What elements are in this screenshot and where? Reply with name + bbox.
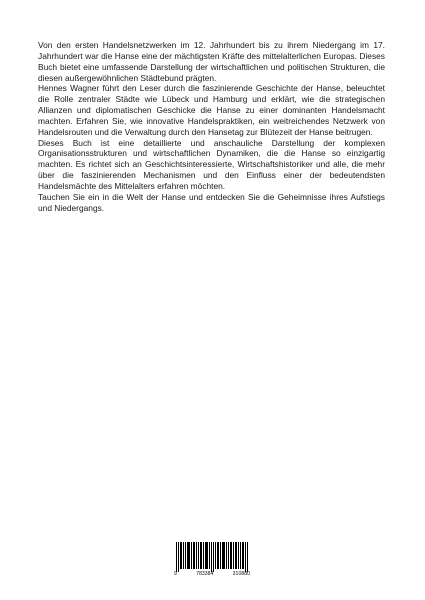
isbn-barcode (172, 542, 252, 572)
isbn-lead-digit: 9 (174, 571, 177, 577)
back-cover-blurb (38, 40, 385, 214)
blurb-paragraph-4: Tauchen Sie ein in die Welt der Hanse und entdecken Sie die Geheimnisse ihres Aufstiegs und Niedergangs. (38, 191, 385, 213)
blurb-paragraph-1: Von den ersten Handelsnetzwerken im 12. Jahrhundert bis zu ihrem Niedergang im 17. Jahrhundert war die Hanse eine der mächtigsten Kräfte des mittelalterlichen Europas. Dieses Buch bietet eine umfassende Darstellung der wirtschaftlichen und politischen Strukturen, die diesen außergewöhnlichen Städtebund prägten. (38, 40, 385, 83)
isbn-number (172, 571, 252, 577)
blurb-paragraph-2: Hennes Wagner führt den Leser durch die faszinierende Geschichte der Hanse, beleuchtet die Rolle zentraler Städte wie Lübeck und Hamburg und erklärt, wie die strategischen Allianzen und diplomatischen Geschicke die Hanse zu einer dominanten Handelsmacht machten. Erfahren Sie, wie innovative Handelspraktiken, ein weitreichendes Netzwerk von Handelsrouten und die Verwaltung durch den Hansetag zur Blütezeit der Hanse beitrugen. (38, 83, 385, 137)
blurb-paragraph-3: Dieses Buch ist eine detaillierte und anschauliche Darstellung der komplexen Organisationsstrukturen und wirtschaftlichen Dynamiken, die die Hanse so einzigartig machten. Es richtet sich an Geschichtsinteressierte, Wirtschaftshistoriker und alle, die mehr über die faszinierenden Mechanismen und den Einfluss einer der bedeutendsten Handelsmächte des Mittelalters erfahren möchten. (38, 137, 385, 191)
isbn-group-1: 783384 (196, 571, 214, 577)
barcode-icon (172, 542, 252, 572)
isbn-group-2: 310880 (232, 571, 250, 577)
